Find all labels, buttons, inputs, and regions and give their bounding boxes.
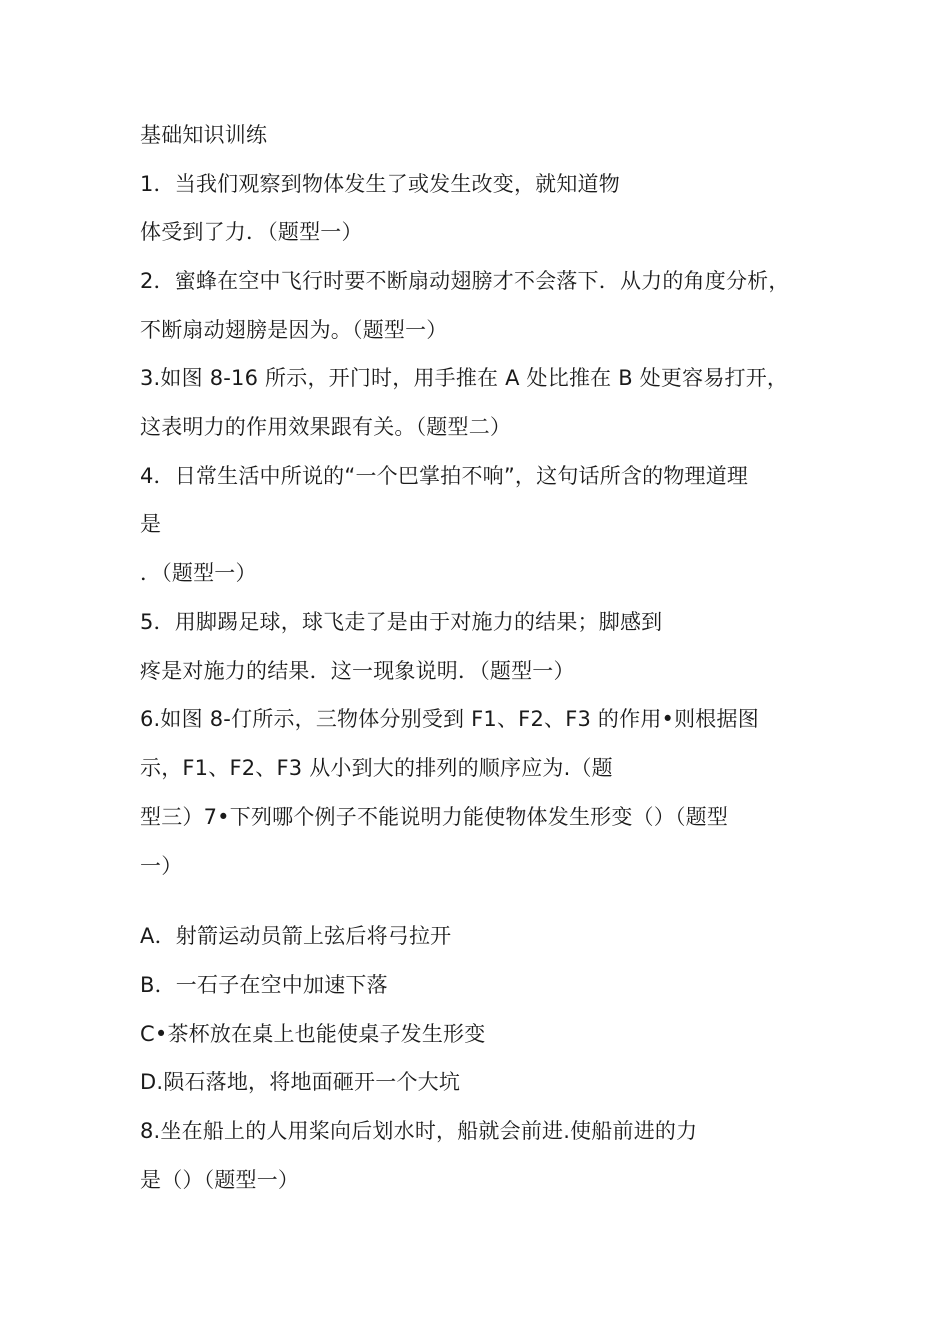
question-2-line-2: 不断扇动翅膀是因为。（题型一）	[140, 318, 448, 342]
option-b: B．一石子在空中加速下落	[140, 973, 388, 997]
question-2-line-1: 2．蜜蜂在空中飞行时要不断扇动翅膀才不会落下．从力的角度分析，	[140, 269, 790, 293]
option-d: D.陨石落地，将地面砸开一个大坑	[140, 1070, 461, 1094]
question-6-line-1: 6.如图 8-仃所示，三物体分别受到 F1、F2、F3 的作用•则根据图	[140, 707, 759, 731]
question-3-line-2: 这表明力的作用效果跟有关。（题型二）	[140, 415, 512, 439]
question-7-line-1: 型三）7•下列哪个例子不能说明力能使物体发生形变（）（题型	[140, 805, 729, 829]
question-4-line-1: 4．日常生活中所说的“一个巴掌拍不响”，这句话所含的物理道理	[140, 464, 749, 488]
question-6-line-2: 示，F1、F2、F3 从小到大的排列的顺序应为.（题	[140, 756, 613, 780]
question-3-line-1: 3.如图 8-16 所示，开门时，用手推在 A 处比推在 B 处更容易打开，	[140, 366, 789, 390]
question-1-line-2: 体受到了力．（题型一）	[140, 220, 363, 244]
question-8-line-1: 8.坐在船上的人用桨向后划水时，船就会前进.使船前进的力	[140, 1119, 698, 1143]
question-4-line-2: 是	[140, 512, 162, 536]
question-8-line-2: 是（）（题型一）	[140, 1168, 300, 1192]
question-5-line-1: 5．用脚踢足球，球飞走了是由于对施力的结果；脚感到	[140, 610, 663, 634]
question-7-line-2: 一）	[140, 854, 183, 878]
option-a: A．射箭运动员箭上弦后将弓拉开	[140, 924, 452, 948]
question-5-line-2: 疼是对施力的结果．这一现象说明．（题型一）	[140, 659, 575, 683]
question-1-line-1: 1．当我们观察到物体发生了或发生改变，就知道物	[140, 172, 620, 196]
section-heading: 基础知识训练	[140, 123, 268, 147]
option-c: C•茶杯放在桌上也能使桌子发生形变	[140, 1022, 486, 1046]
question-4-line-3: ．（题型一）	[140, 561, 257, 585]
